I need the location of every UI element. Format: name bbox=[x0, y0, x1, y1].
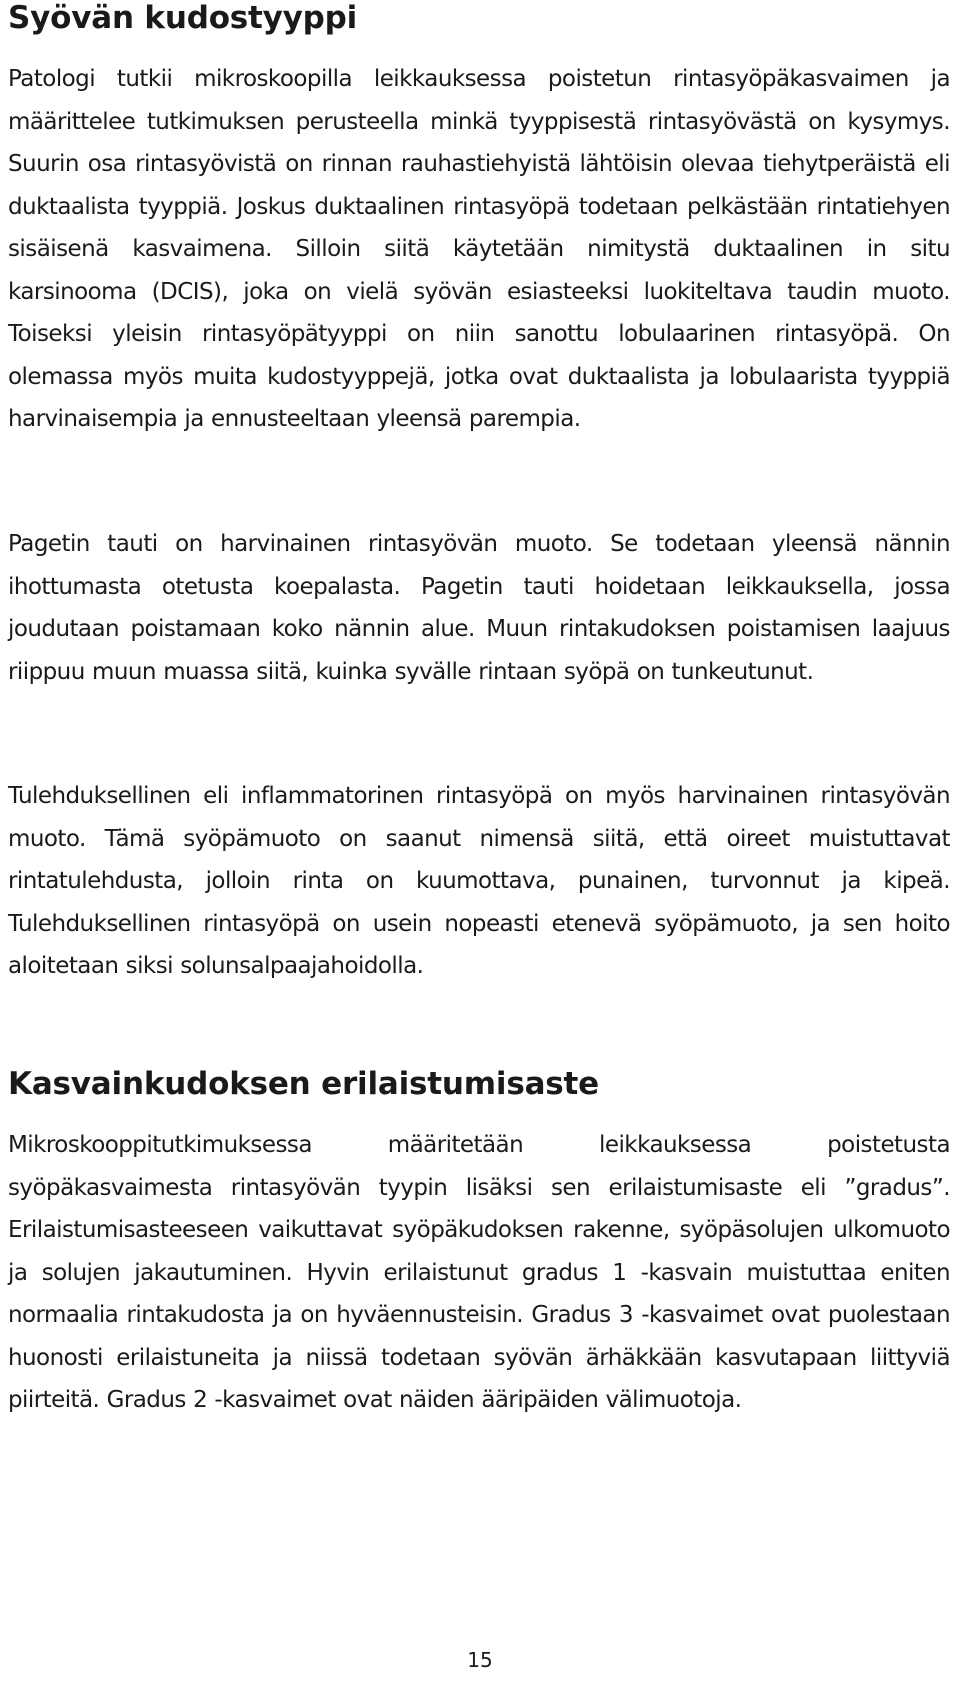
paragraph-differentiation: Mikroskooppitutkimuksessa määritetään leikkauksessa poistetusta syöpäkasvaimesta rintasyövän tyypin lisäksi sen erilaistumisaste eli ”gradus”. Erilaistumisasteeseen vaikuttavat syöpäkudoksen rakenne, syöpäsolujen ulkomuoto ja solujen jakautuminen. Hyvin erilaistunut gradus 1 -kasvain muistuttaa eniten normaalia rintakudosta ja on hyväennusteisin. Gradus 3 -kasvaimet ovat puolestaan huonosti erilaistuneita ja niissä todetaan syövän ärhäkkään kasvutapaan liittyviä piirteitä. Gradus 2 -kasvaimet ovat näiden ääripäiden välimuotoja. bbox=[8, 1132, 950, 1413]
section-title-differentiation: Kasvainkudoksen erilaistumisaste bbox=[8, 1066, 599, 1102]
section-title-tissue-type: Syövän kudostyyppi bbox=[8, 0, 358, 36]
paragraph-tissue-type-1: Patologi tutkii mikroskoopilla leikkauksessa poistetun rintasyöpäkasvaimen ja määrittelee tutkimuksen perusteella minkä tyyppisestä rintasyövästä on kysymys. Suurin osa rintasyövistä on rinnan rauhastiehyistä lähtöisin olevaa tiehytperäistä eli duktaalista tyyppiä. Joskus duktaalinen rintasyöpä todetaan pelkästään rintatiehyen sisäisenä kasvaimena. Silloin siitä käytetään nimitystä duktaalinen in situ karsinooma (DCIS), joka on vielä syövän esiasteeksi luokiteltava taudin muoto. Toiseksi yleisin rintasyöpätyyppi on niin sanottu lobulaarinen rintasyöpä. On olemassa myös muita kudostyyppejä, jotka ovat duktaalista ja lobulaarista tyyppiä harvinaisempia ja ennusteeltaan yleensä parempia. bbox=[8, 66, 950, 432]
paragraph-inflammatory-cancer: Tulehduksellinen eli inflammatorinen rintasyöpä on myös harvinainen rintasyövän muoto. Tämä syöpämuoto on saanut nimensä siitä, että oireet muistuttavat rintatulehdusta, jolloin rinta on kuumottava, punainen, turvonnut ja kipeä. Tulehduksellinen rintasyöpä on usein nopeasti etenevä syöpämuoto, ja sen hoito aloitetaan siksi solunsalpaajahoidolla. bbox=[8, 783, 950, 979]
page-number: 15 bbox=[467, 1648, 493, 1672]
paragraph-paget-disease: Pagetin tauti on harvinainen rintasyövän muoto. Se todetaan yleensä nännin ihottumasta otetusta koepalasta. Pagetin tauti hoidetaan leikkauksella, jossa joudutaan poistamaan koko nännin alue. Muun rintakudoksen poistamisen laajuus riippuu muun muassa siitä, kuinka syvälle rintaan syöpä on tunkeutunut. bbox=[8, 531, 950, 685]
